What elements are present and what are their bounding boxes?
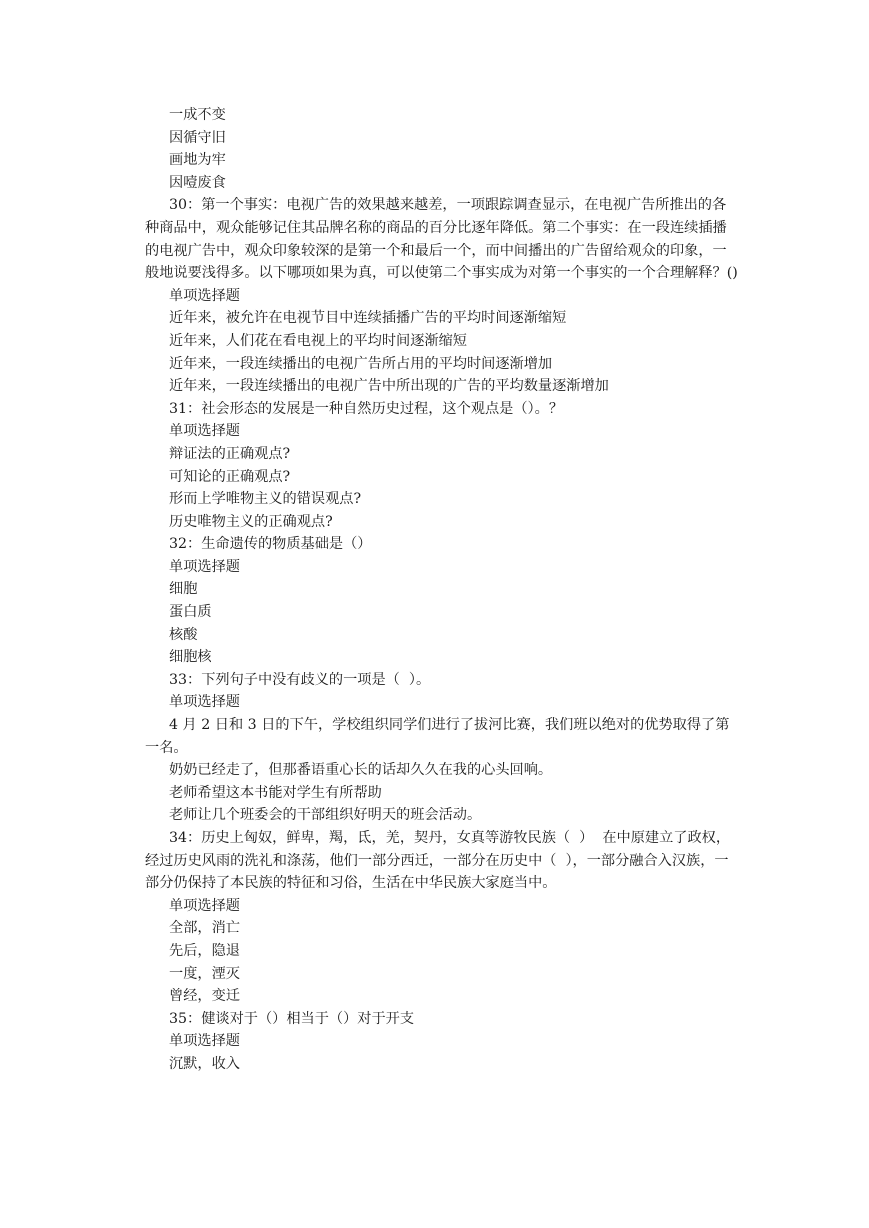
text-line: 形而上学唯物主义的错误观点? bbox=[169, 491, 362, 508]
text-line: 曾经，变迁 bbox=[169, 988, 240, 1005]
text-line: 近年来，人们花在看电视上的平均时间逐渐缩短 bbox=[169, 332, 467, 349]
text-line: 因噎废食 bbox=[169, 174, 226, 191]
text-line: 34：历史上匈奴，鲜卑，羯，氐，羌，契丹，女真等游牧民族（ ） 在中原建立了政权，经过历史风雨的洗礼和涤荡，他们一部分西迁，一部分在历史中（ ），一部分融合入汉族，一部分仍保持了本民族的特征和习俗，生活在中华民族大家庭当中。 bbox=[145, 830, 731, 892]
text-line: 单项选择题 bbox=[169, 287, 240, 304]
text-line: 近年来，被允许在电视节目中连续插播广告的平均时间逐渐缩短 bbox=[169, 310, 567, 327]
text-line: 全部，消亡 bbox=[169, 920, 240, 937]
text-line: 细胞核 bbox=[169, 649, 212, 666]
text-line: 一成不变 bbox=[169, 107, 226, 123]
text-line: 单项选择题 bbox=[169, 558, 240, 575]
text-line: 单项选择题 bbox=[169, 1033, 240, 1050]
text-line: 沉默，收入 bbox=[169, 1055, 240, 1072]
text-line: 单项选择题 bbox=[169, 423, 240, 440]
text-line: 老师让几个班委会的干部组织好明天的班会活动。 bbox=[169, 807, 482, 824]
text-line: 老师希望这本书能对学生有所帮助 bbox=[169, 784, 382, 801]
text-line: 近年来，一段连续播出的电视广告中所出现的广告的平均数量逐渐增加 bbox=[169, 378, 609, 395]
text-line: 画地为牢 bbox=[169, 152, 226, 169]
text-line: 因循守旧 bbox=[169, 129, 226, 146]
text-line: 辩证法的正确观点? bbox=[169, 445, 291, 462]
text-line: 先后，隐退 bbox=[169, 942, 240, 959]
text-line: 可知论的正确观点? bbox=[169, 468, 291, 485]
text-line: 30：第一个事实：电视广告的效果越来越差，一项跟踪调查显示，在电视广告所推出的各种商品中，观众能够记住其品牌名称的商品的百分比逐年降低。第二个事实：在一段连续插播的电视广告中，观众印象较深的是第一个和最后一个，而中间播出的广告留给观众的印象，一般地说要浅得多。以下哪项如果为真，可以使第二个事实成为对第一个事实的一个合理解释？() bbox=[145, 197, 738, 282]
text-line: 33：下列句子中没有歧义的一项是（ ）。 bbox=[169, 671, 431, 688]
text-line: 35：健谈对于（）相当于（）对于开支 bbox=[169, 1010, 415, 1027]
text-line: 蛋白质 bbox=[169, 604, 212, 621]
text-line: 核酸 bbox=[169, 626, 198, 643]
document-body bbox=[145, 104, 739, 1076]
text-line: 单项选择题 bbox=[169, 897, 240, 914]
text-line: 历史唯物主义的正确观点? bbox=[169, 513, 333, 530]
text-line: 4 月 2 日和 3 日的下午，学校组织同学们进行了拔河比赛，我们班以绝对的优势取得了第一名。 bbox=[145, 717, 730, 756]
text-line: 一度，湮灭 bbox=[169, 965, 240, 982]
text-line: 近年来，一段连续播出的电视广告所占用的平均时间逐渐增加 bbox=[169, 355, 553, 372]
text-line: 32：生命遗传的物质基础是（） bbox=[169, 536, 372, 553]
text-line: 31：社会形态的发展是一种自然历史过程，这个观点是（）。？ bbox=[169, 400, 564, 417]
text-line: 细胞 bbox=[169, 581, 198, 598]
text-line: 奶奶已经走了，但那番语重心长的话却久久在我的心头回响。 bbox=[169, 762, 553, 779]
text-line: 单项选择题 bbox=[169, 694, 240, 711]
